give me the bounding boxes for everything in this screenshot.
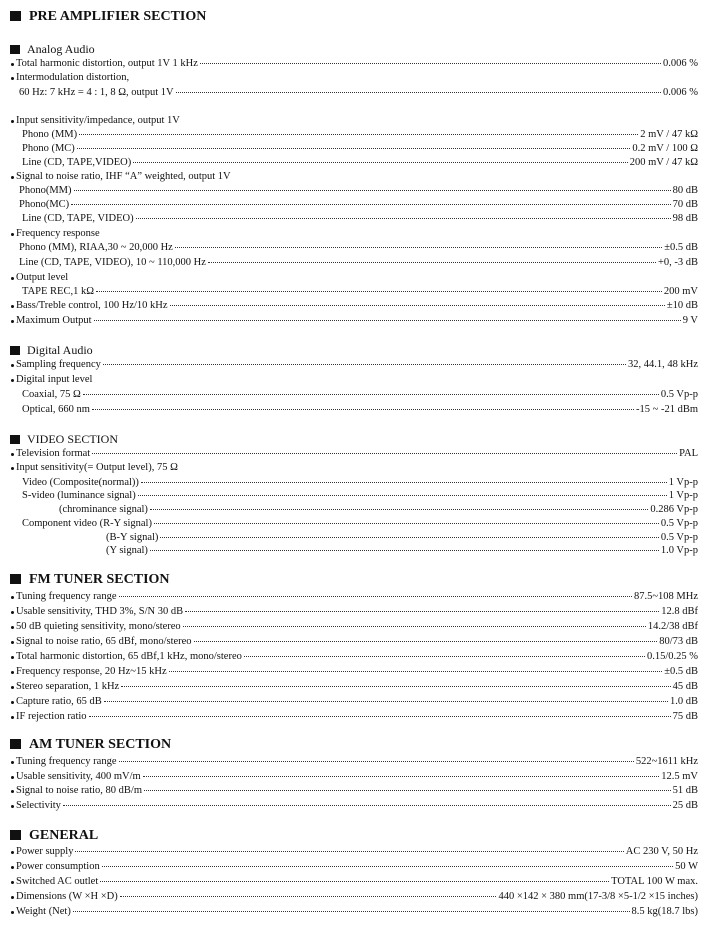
- leader-dots: [73, 911, 630, 912]
- spec-label: Video (Composite(normal)): [22, 477, 139, 488]
- bullet-icon: [11, 364, 14, 367]
- spec-value: 14.2/38 dBf: [647, 621, 698, 632]
- spec-label: Bass/Treble control, 100 Hz/10 kHz: [16, 300, 168, 311]
- spec-value: -15 ~ -21 dBm: [636, 404, 698, 415]
- spec-label: (chrominance signal): [59, 504, 148, 515]
- leader-dots: [119, 596, 632, 597]
- section-title: FM TUNER SECTION: [29, 572, 170, 587]
- spec-label: TAPE REC,1 kΩ: [22, 286, 95, 297]
- leader-dots: [176, 92, 661, 93]
- spec-label: Line (CD, TAPE, VIDEO): [22, 213, 134, 224]
- bullet-icon: [11, 453, 14, 456]
- spec-value: 80 dB: [672, 185, 698, 196]
- leader-dots: [208, 262, 656, 263]
- bullet-icon: [11, 671, 14, 674]
- section-heading-pre-amplifier: [10, 9, 710, 25]
- spec-row-imd: [11, 72, 698, 83]
- spec-value: 50 W: [675, 861, 698, 872]
- spec-value: 98 dB: [672, 213, 698, 224]
- spec-label: Output level: [16, 272, 69, 283]
- spec-row-imd-detail: [19, 87, 698, 98]
- spec-label: Digital input level: [16, 374, 93, 385]
- section-title: GENERAL: [29, 828, 99, 843]
- square-bullet-icon: [10, 346, 20, 355]
- spec-value: 440 ×142 × 380 mm(17-3/8 ×5-1/2 ×15 inches): [498, 891, 698, 902]
- spec-value: ±10 dB: [666, 300, 698, 311]
- square-bullet-icon: [10, 830, 21, 840]
- spec-row-am-selectivity: [11, 800, 698, 811]
- spec-label: 50 dB quieting sensitivity, mono/stereo: [16, 621, 181, 632]
- leader-dots: [119, 761, 634, 762]
- square-bullet-icon: [10, 11, 21, 21]
- spec-value: 0.5 Vp-p: [660, 532, 698, 543]
- spec-row-freq-phono: [19, 242, 698, 253]
- spec-label: Phono (MM): [22, 129, 78, 140]
- square-bullet-icon: [10, 435, 20, 444]
- spec-value: 2 mV / 47 kΩ: [640, 129, 698, 140]
- spec-row-output-level: [11, 272, 698, 283]
- spec-value: 0.5 Vp-p: [660, 389, 698, 400]
- spec-value: ±0.5 dB: [664, 666, 698, 677]
- section-heading-general: [10, 828, 710, 844]
- spec-label: Phono (MM), RIAA,30 ~ 20,000 Hz: [19, 242, 173, 253]
- spec-label: Switched AC outlet: [16, 876, 99, 887]
- spec-row-snr-line: [22, 213, 698, 224]
- section-heading-video: [10, 432, 710, 447]
- spec-value: 1.0 Vp-p: [660, 545, 698, 556]
- spec-label: Signal to noise ratio, IHF “A” weighted, output 1V: [16, 171, 231, 182]
- leader-dots: [75, 851, 623, 852]
- section-heading-am-tuner: [10, 737, 710, 753]
- spec-value: 25 dB: [672, 800, 698, 811]
- spec-label: Selectivity: [16, 800, 61, 811]
- square-bullet-icon: [10, 45, 20, 54]
- spec-label: Optical, 660 nm: [22, 404, 90, 415]
- spec-row-thd: [11, 58, 698, 69]
- spec-value: 1 Vp-p: [668, 477, 698, 488]
- spec-value: 0.15/0.25 %: [646, 651, 698, 662]
- spec-row-component-by: [106, 532, 698, 543]
- leader-dots: [138, 495, 667, 496]
- spec-row-snr: [11, 171, 698, 182]
- section-title: AM TUNER SECTION: [29, 737, 172, 752]
- bullet-icon: [11, 851, 14, 854]
- bullet-icon: [11, 761, 14, 764]
- spec-value: ±0.5 dB: [664, 242, 698, 253]
- spec-label: Frequency response: [16, 228, 100, 239]
- bullet-icon: [11, 866, 14, 869]
- spec-row-am-snr: [11, 785, 698, 796]
- spec-row-fm-frequency-response: [11, 666, 698, 677]
- spec-row-television-format: [11, 448, 698, 459]
- spec-label: Component video (R-Y signal): [22, 518, 152, 529]
- spec-value: 70 dB: [672, 199, 698, 210]
- leader-dots: [121, 686, 670, 687]
- spec-value: 1 Vp-p: [668, 490, 698, 501]
- leader-dots: [79, 134, 638, 135]
- spec-value: +0, -3 dB: [657, 257, 698, 268]
- leader-dots: [92, 409, 634, 410]
- leader-dots: [244, 656, 645, 657]
- section-heading-fm-tuner: [10, 572, 710, 588]
- spec-label: Signal to noise ratio, 80 dB/m: [16, 785, 142, 796]
- spec-row-power-supply: [11, 846, 698, 857]
- spec-label: Maximum Output: [16, 315, 92, 326]
- spec-row-sens-mm: [22, 129, 698, 140]
- spec-value: 9 V: [682, 315, 698, 326]
- spec-label: Input sensitivity/impedance, output 1V: [16, 115, 180, 126]
- bullet-icon: [11, 716, 14, 719]
- spec-row-digital-input-level: [11, 374, 698, 385]
- spec-value: 0.5 Vp-p: [660, 518, 698, 529]
- spec-row-chrominance: [59, 504, 698, 515]
- spec-label: Usable sensitivity, THD 3%, S/N 30 dB: [16, 606, 184, 617]
- bullet-icon: [11, 641, 14, 644]
- spec-row-fm-if-rejection: [11, 711, 698, 722]
- spec-row-sampling-frequency: [11, 359, 698, 370]
- leader-dots: [150, 550, 659, 551]
- spec-label: Power consumption: [16, 861, 100, 872]
- spec-label: Tuning frequency range: [16, 591, 117, 602]
- spec-row-fm-capture: [11, 696, 698, 707]
- spec-row-weight: [11, 906, 698, 917]
- leader-dots: [160, 537, 658, 538]
- spec-label: S-video (luminance signal): [22, 490, 136, 501]
- leader-dots: [150, 509, 648, 510]
- bullet-icon: [11, 701, 14, 704]
- spec-value: 12.5 mV: [661, 771, 698, 782]
- spec-label: Tuning frequency range: [16, 756, 117, 767]
- spec-row-switched-ac-outlet: [11, 876, 698, 887]
- spec-value: 200 mV / 47 kΩ: [629, 157, 698, 168]
- spec-row-am-range: [11, 756, 698, 767]
- bullet-icon: [11, 776, 14, 779]
- spec-value: 51 dB: [672, 785, 698, 796]
- spec-row-fm-separation: [11, 681, 698, 692]
- spec-value: 32, 44.1, 48 kHz: [628, 359, 698, 370]
- spec-label: Capture ratio, 65 dB: [16, 696, 102, 707]
- spec-label: Phono(MC): [19, 199, 70, 210]
- spec-row-input-sensitivity: [11, 115, 698, 126]
- spec-label: Line (CD, TAPE, VIDEO), 10 ~ 110,000 Hz: [19, 257, 206, 268]
- spec-label: Frequency response, 20 Hz~15 kHz: [16, 666, 167, 677]
- leader-dots: [136, 218, 671, 219]
- bullet-icon: [11, 467, 14, 470]
- spec-label: Coaxial, 75 Ω: [22, 389, 81, 400]
- spec-value: 12.8 dBf: [661, 606, 698, 617]
- bullet-icon: [11, 233, 14, 236]
- bullet-icon: [11, 596, 14, 599]
- spec-label: Signal to noise ratio, 65 dBf, mono/stereo: [16, 636, 192, 647]
- spec-label: Phono (MC): [22, 143, 75, 154]
- square-bullet-icon: [10, 574, 21, 584]
- leader-dots: [100, 881, 609, 882]
- spec-value: 8.5 kg(18.7 lbs): [631, 906, 698, 917]
- leader-dots: [144, 790, 671, 791]
- spec-row-snr-mm: [19, 185, 698, 196]
- leader-dots: [71, 204, 670, 205]
- spec-label: Total harmonic distortion, 65 dBf,1 kHz, mono/stereo: [16, 651, 242, 662]
- leader-dots: [141, 482, 667, 483]
- spec-value: AC 230 V, 50 Hz: [625, 846, 698, 857]
- spec-row-fm-usable: [11, 606, 698, 617]
- spec-label: Sampling frequency: [16, 359, 101, 370]
- leader-dots: [170, 305, 665, 306]
- leader-dots: [104, 701, 668, 702]
- spec-label: Input sensitivity(= Output level), 75 Ω: [16, 462, 178, 473]
- spec-row-power-consumption: [11, 861, 698, 872]
- spec-label: Weight (Net): [16, 906, 71, 917]
- spec-row-snr-mc: [19, 199, 698, 210]
- leader-dots: [120, 896, 497, 897]
- spec-row-sens-mc: [22, 143, 698, 154]
- leader-dots: [89, 716, 671, 717]
- spec-row-maximum-output: [11, 315, 698, 326]
- section-title: PRE AMPLIFIER SECTION: [29, 9, 207, 24]
- section-title: VIDEO SECTION: [27, 432, 118, 446]
- subsection-title: Digital Audio: [27, 343, 93, 357]
- spec-label: Usable sensitivity, 400 mV/m: [16, 771, 141, 782]
- square-bullet-icon: [10, 739, 21, 749]
- spec-value: 1.0 dB: [669, 696, 698, 707]
- spec-value: 87.5~108 MHz: [633, 591, 698, 602]
- spec-label: (B-Y signal): [106, 532, 159, 543]
- bullet-icon: [11, 320, 14, 323]
- spec-label: Line (CD, TAPE,VIDEO): [22, 157, 132, 168]
- spec-label: Phono(MM): [19, 185, 72, 196]
- leader-dots: [175, 247, 662, 248]
- bullet-icon: [11, 176, 14, 179]
- leader-dots: [103, 364, 626, 365]
- spec-row-fm-quieting: [11, 621, 698, 632]
- leader-dots: [133, 162, 628, 163]
- spec-row-coaxial: [22, 389, 698, 400]
- spec-row-composite: [22, 477, 698, 488]
- spec-value: 45 dB: [672, 681, 698, 692]
- spec-value: 0.006 %: [663, 87, 698, 98]
- spec-label: Intermodulation distortion,: [16, 72, 130, 83]
- leader-dots: [200, 63, 661, 64]
- spec-value: 522~1611 kHz: [635, 756, 698, 767]
- spec-row-video-input-sensitivity: [11, 462, 698, 473]
- spec-row-fm-range: [11, 591, 698, 602]
- spec-label: Power supply: [16, 846, 74, 857]
- spec-label: Television format: [16, 448, 91, 459]
- leader-dots: [102, 866, 673, 867]
- spec-value: TOTAL 100 W max.: [611, 876, 698, 887]
- spec-value: 80/73 dB: [659, 636, 698, 647]
- leader-dots: [77, 148, 631, 149]
- leader-dots: [74, 190, 671, 191]
- spec-row-am-usable: [11, 771, 698, 782]
- bullet-icon: [11, 896, 14, 899]
- bullet-icon: [11, 881, 14, 884]
- leader-dots: [143, 776, 660, 777]
- spec-row-tape-rec: [22, 286, 698, 297]
- bullet-icon: [11, 77, 14, 80]
- spec-row-sens-line: [22, 157, 698, 168]
- spec-value: 0.006 %: [663, 58, 698, 69]
- spec-row-component-ry: [22, 518, 698, 529]
- leader-dots: [92, 453, 677, 454]
- spec-value: 0.2 mV / 100 Ω: [632, 143, 698, 154]
- spec-row-component-y: [106, 545, 698, 556]
- bullet-icon: [11, 686, 14, 689]
- spec-label: Total harmonic distortion, output 1V 1 kHz: [16, 58, 198, 69]
- bullet-icon: [11, 790, 14, 793]
- spec-row-optical: [22, 404, 698, 415]
- spec-label: Stereo separation, 1 kHz: [16, 681, 120, 692]
- spec-value: 0.286 Vp-p: [650, 504, 698, 515]
- bullet-icon: [11, 379, 14, 382]
- spec-row-fm-thd: [11, 651, 698, 662]
- subsection-heading-analog-audio: [10, 42, 710, 57]
- leader-dots: [183, 626, 646, 627]
- leader-dots: [194, 641, 658, 642]
- leader-dots: [185, 611, 659, 612]
- subsection-heading-digital-audio: [10, 343, 710, 358]
- spec-row-frequency-response: [11, 228, 698, 239]
- bullet-icon: [11, 626, 14, 629]
- leader-dots: [94, 320, 681, 321]
- leader-dots: [63, 805, 671, 806]
- spec-label: IF rejection ratio: [16, 711, 87, 722]
- spec-row-s-video: [22, 490, 698, 501]
- bullet-icon: [11, 305, 14, 308]
- spec-row-dimensions: [11, 891, 698, 902]
- spec-value: 75 dB: [672, 711, 698, 722]
- bullet-icon: [11, 120, 14, 123]
- spec-value: 200 mV: [663, 286, 698, 297]
- leader-dots: [83, 394, 659, 395]
- spec-row-bass-treble: [11, 300, 698, 311]
- spec-label: 60 Hz: 7 kHz = 4 : 1, 8 Ω, output 1V: [19, 87, 174, 98]
- bullet-icon: [11, 277, 14, 280]
- leader-dots: [96, 291, 662, 292]
- subsection-title: Analog Audio: [27, 42, 95, 56]
- bullet-icon: [11, 805, 14, 808]
- leader-dots: [169, 671, 663, 672]
- spec-label: Dimensions (W ×H ×D): [16, 891, 118, 902]
- bullet-icon: [11, 63, 14, 66]
- bullet-icon: [11, 911, 14, 914]
- leader-dots: [154, 523, 659, 524]
- spec-value: PAL: [679, 448, 698, 459]
- bullet-icon: [11, 656, 14, 659]
- spec-row-fm-snr: [11, 636, 698, 647]
- spec-row-freq-line: [19, 257, 698, 268]
- bullet-icon: [11, 611, 14, 614]
- spec-label: (Y signal): [106, 545, 148, 556]
